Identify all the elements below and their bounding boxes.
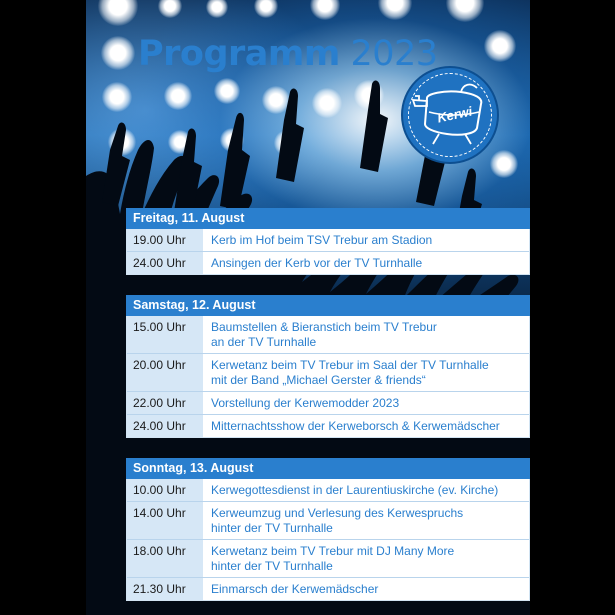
kerwe-logo-badge — [403, 68, 497, 162]
event-description: Kerweumzug und Verlesung des Kerwespruchs hinter der TV Turnhalle — [211, 506, 464, 535]
event-row — [127, 539, 529, 577]
event-time: 24.00 Uhr — [127, 415, 203, 437]
event-description: Vorstellung der Kerwemodder 2023 — [211, 396, 400, 410]
day-section — [126, 295, 530, 438]
title-year: 2023 — [350, 34, 438, 74]
schedule — [126, 208, 530, 615]
event-row — [127, 577, 529, 600]
event-description: Ansingen der Kerb vor der TV Turnhalle — [211, 256, 423, 270]
day-header: Freitag, 11. August — [126, 208, 530, 229]
event-row — [127, 229, 529, 251]
event-description: Kerwetanz beim TV Trebur mit DJ Many More hinter der TV Turnhalle — [211, 544, 455, 573]
event-list — [126, 479, 530, 601]
event-row — [127, 479, 529, 501]
event-list — [126, 316, 530, 438]
event-row — [127, 251, 529, 274]
event-time: 19.00 Uhr — [127, 229, 203, 251]
event-description: Kerwegottesdienst in der Laurentiuskirche (ev. Kirche) — [211, 483, 499, 497]
event-time: 18.00 Uhr — [127, 540, 203, 577]
event-description: Einmarsch der Kerwemädscher — [211, 582, 379, 596]
event-time: 15.00 Uhr — [127, 316, 203, 353]
day-section — [126, 208, 530, 275]
event-row — [127, 391, 529, 414]
day-section — [126, 458, 530, 601]
event-time: 14.00 Uhr — [127, 502, 203, 539]
event-row — [127, 316, 529, 353]
event-description: Kerwetanz beim TV Trebur im Saal der TV Turnhalle mit der Band „Michael Gerster & friends“ — [211, 358, 489, 387]
event-row — [127, 414, 529, 437]
event-description: Baumstellen & Bieranstich beim TV Trebur an der TV Turnhalle — [211, 320, 437, 349]
event-row — [127, 353, 529, 391]
event-time: 24.00 Uhr — [127, 252, 203, 274]
event-time: 22.00 Uhr — [127, 392, 203, 414]
day-header: Samstag, 12. August — [126, 295, 530, 316]
event-list — [126, 229, 530, 275]
event-poster — [86, 0, 530, 615]
event-description: Kerb im Hof beim TSV Trebur am Stadion — [211, 233, 433, 247]
event-time: 20.00 Uhr — [127, 354, 203, 391]
badge-text: Kerwi — [435, 103, 474, 126]
event-row — [127, 501, 529, 539]
event-time: 10.00 Uhr — [127, 479, 203, 501]
event-description: Mitternachtsshow der Kerweborsch & Kerwemädscher — [211, 419, 500, 433]
title-main: Programm — [138, 34, 340, 74]
event-time: 21.30 Uhr — [127, 578, 203, 600]
page-title — [138, 34, 438, 74]
day-header: Sonntag, 13. August — [126, 458, 530, 479]
